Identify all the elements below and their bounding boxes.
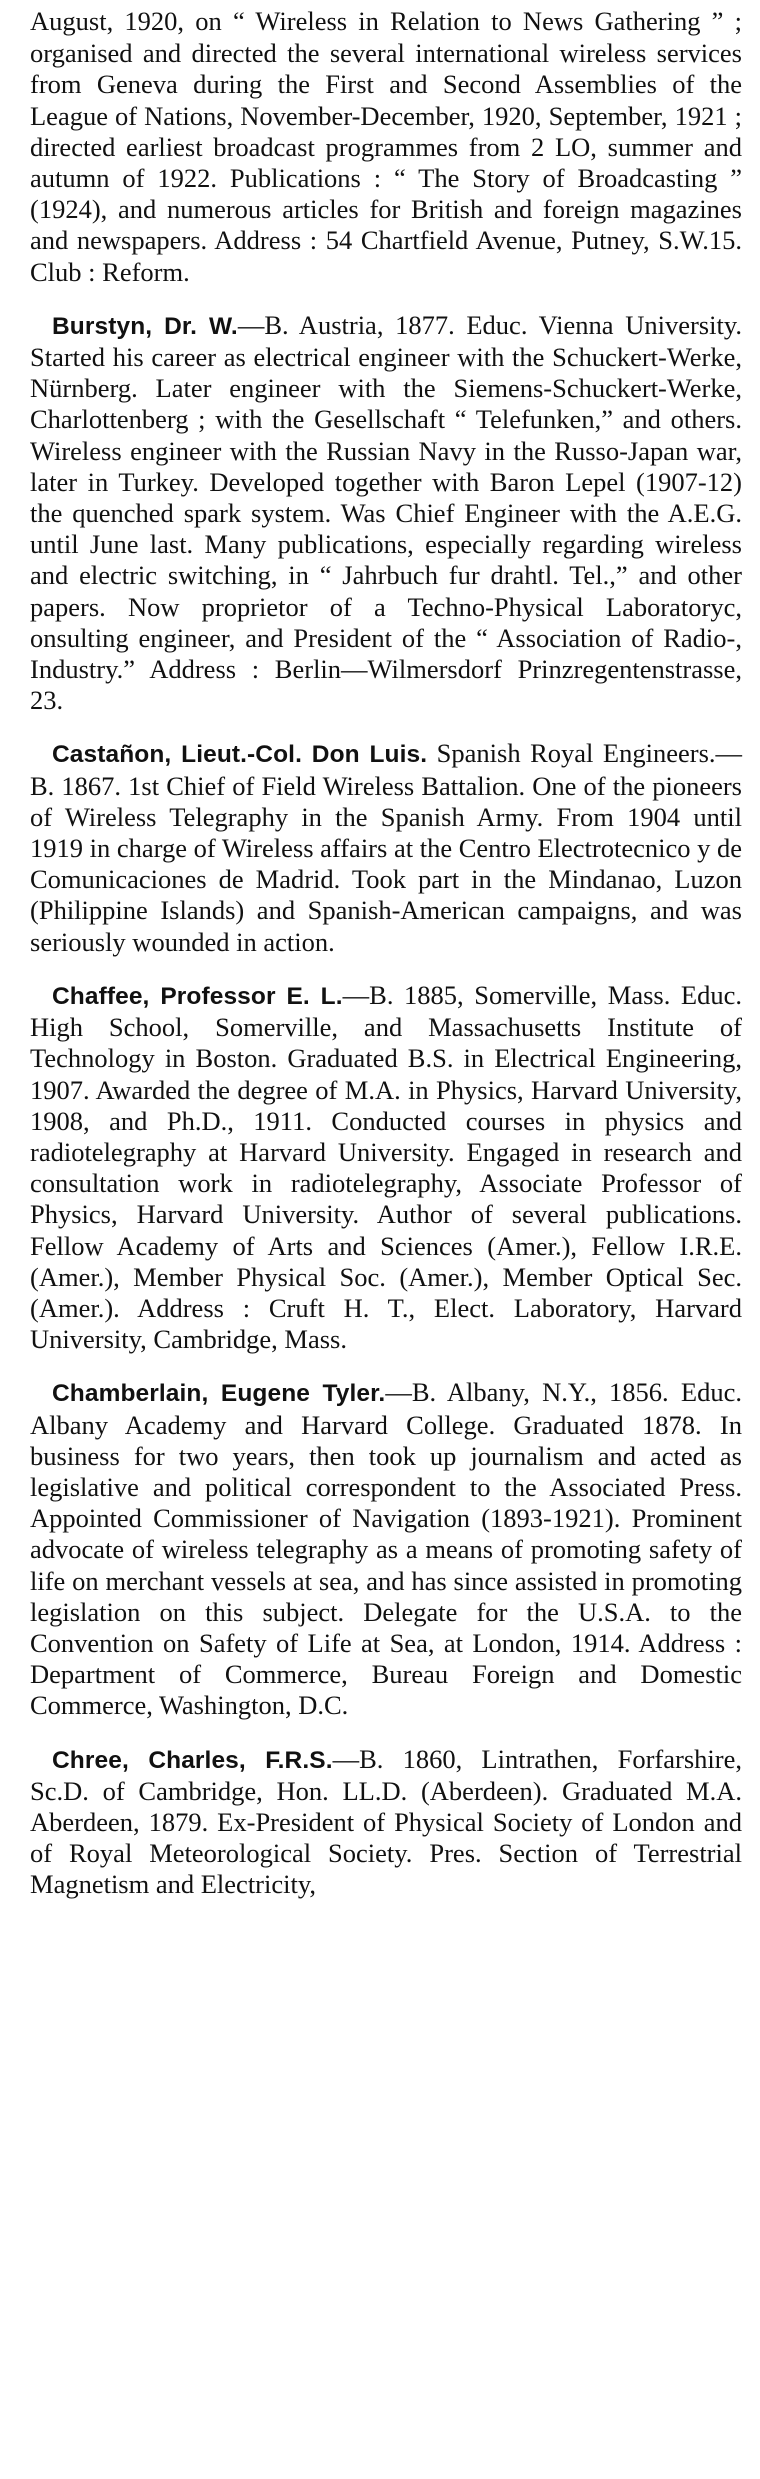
biography-entry-chamberlain <box>30 1377 742 1721</box>
entry-text: August, 1920, on “ Wireless in Relation to News Gathering ” ; organised and directed the several international wireless services from Geneva during the First and Second Assemblies of the League of Nations, November-December, 1920, September, 1921 ; directed earliest broadcast programmes from 2 LO, summer and autumn of 1922. Publications : “ The Story of Broadcasting ” (1924), and numerous articles for British and foreign magazines and newspapers. Address : 54 Chartfield Avenue, Putney, S.W.15. Club : Reform. <box>30 6 742 287</box>
biography-entry-chaffee <box>30 980 742 1355</box>
biography-entry-continued <box>30 6 742 288</box>
entry-name: Burstyn, Dr. W. <box>52 312 238 340</box>
entry-name: Castañon, Lieut.-Col. Don Luis. <box>52 741 428 769</box>
entry-text: —B. Austria, 1877. Educ. Vienna University. Started his career as electrical engineer with the Schuckert-Werke, Nürnberg. Later engineer with the Siemens-Schuckert-Werke, Charlottenberg ; with the Gesellschaft “ Telefunken,” and others. Wireless engineer with the Russian Navy in the Russo-Japan war, later in Turkey. Developed together with Baron Lepel (1907-12) the quenched spark system. Was Chief Engineer with the A.E.G. until June last. Many publications, especially regarding wireless and electric switching, in “ Jahrbuch fur drahtl. Tel.,” and other papers. Now proprietor of a Techno-Physical Laboratoryc, onsulting engineer, and President of the “ Association of Radio-, Industry.” Address : Berlin—Wilmersdorf Prinzregentenstrasse, 23. <box>30 309 742 716</box>
biography-entry-castanon <box>30 738 742 957</box>
entry-text: —B. Albany, N.Y., 1856. Educ. Albany Academy and Harvard College. Graduated 1878. In business for two years, then took up journalism and acted as legislative and political correspondent to the Associated Press. Appointed Commissioner of Navigation (1893-1921). Prominent advocate of wireless telegraphy as a means of promoting safety of life on merchant vessels at sea, and has since assisted in promoting legislation on this subject. Delegate for the U.S.A. to the Convention on Safety of Life at Sea, at London, 1914. Address : Department of Commerce, Bureau Foreign and Domestic Commerce, Washington, D.C. <box>30 1377 742 1721</box>
entry-name: Chamberlain, Eugene Tyler. <box>52 1380 386 1408</box>
entry-name: Chaffee, Professor E. L. <box>52 982 343 1010</box>
entry-text: —B. 1860, Lintrathen, Forfarshire, Sc.D. of Cambridge, Hon. LL.D. (Aberdeen). Graduated M.A. Aberdeen, 1879. Ex-President of Physical Society of London and of Royal Meteorological Society. Pres. Section of Terrestrial Magnetism and Electricity, <box>30 1743 742 1900</box>
entry-text: Spanish Royal Engineers.—B. 1867. 1st Chief of Field Wireless Battalion. One of the pioneers of Wireless Telegraphy in the Spanish Army. From 1904 until 1919 in charge of Wireless affairs at the Centro Electrotecnico y de Comunicaciones de Madrid. Took part in the Mindanao, Luzon (Philippine Islands) and Spanish-American campaigns, and was seriously wounded in action. <box>30 738 743 957</box>
entry-text: —B. 1885, Somerville, Mass. Educ. High School, Somerville, and Massachusetts Institute of Technology in Boston. Graduated B.S. in Electrical Engineering, 1907. Awarded the degree of M.A. in Physics, Harvard University, 1908, and Ph.D., 1911. Conducted courses in physics and radiotelegraphy at Harvard University. Engaged in research and consultation work in radiotelegraphy, Associate Professor of Physics, Harvard University. Author of several publications. Fellow Academy of Arts and Sciences (Amer.), Fellow I.R.E. (Amer.), Member Physical Soc. (Amer.), Member Optical Sec. (Amer.). Address : Cruft H. T., Elect. Laboratory, Harvard University, Cambridge, Mass. <box>30 979 742 1355</box>
entry-name: Chree, Charles, F.R.S. <box>52 1746 333 1774</box>
biography-entry-burstyn <box>30 310 742 717</box>
biography-entry-chree <box>30 1744 742 1901</box>
